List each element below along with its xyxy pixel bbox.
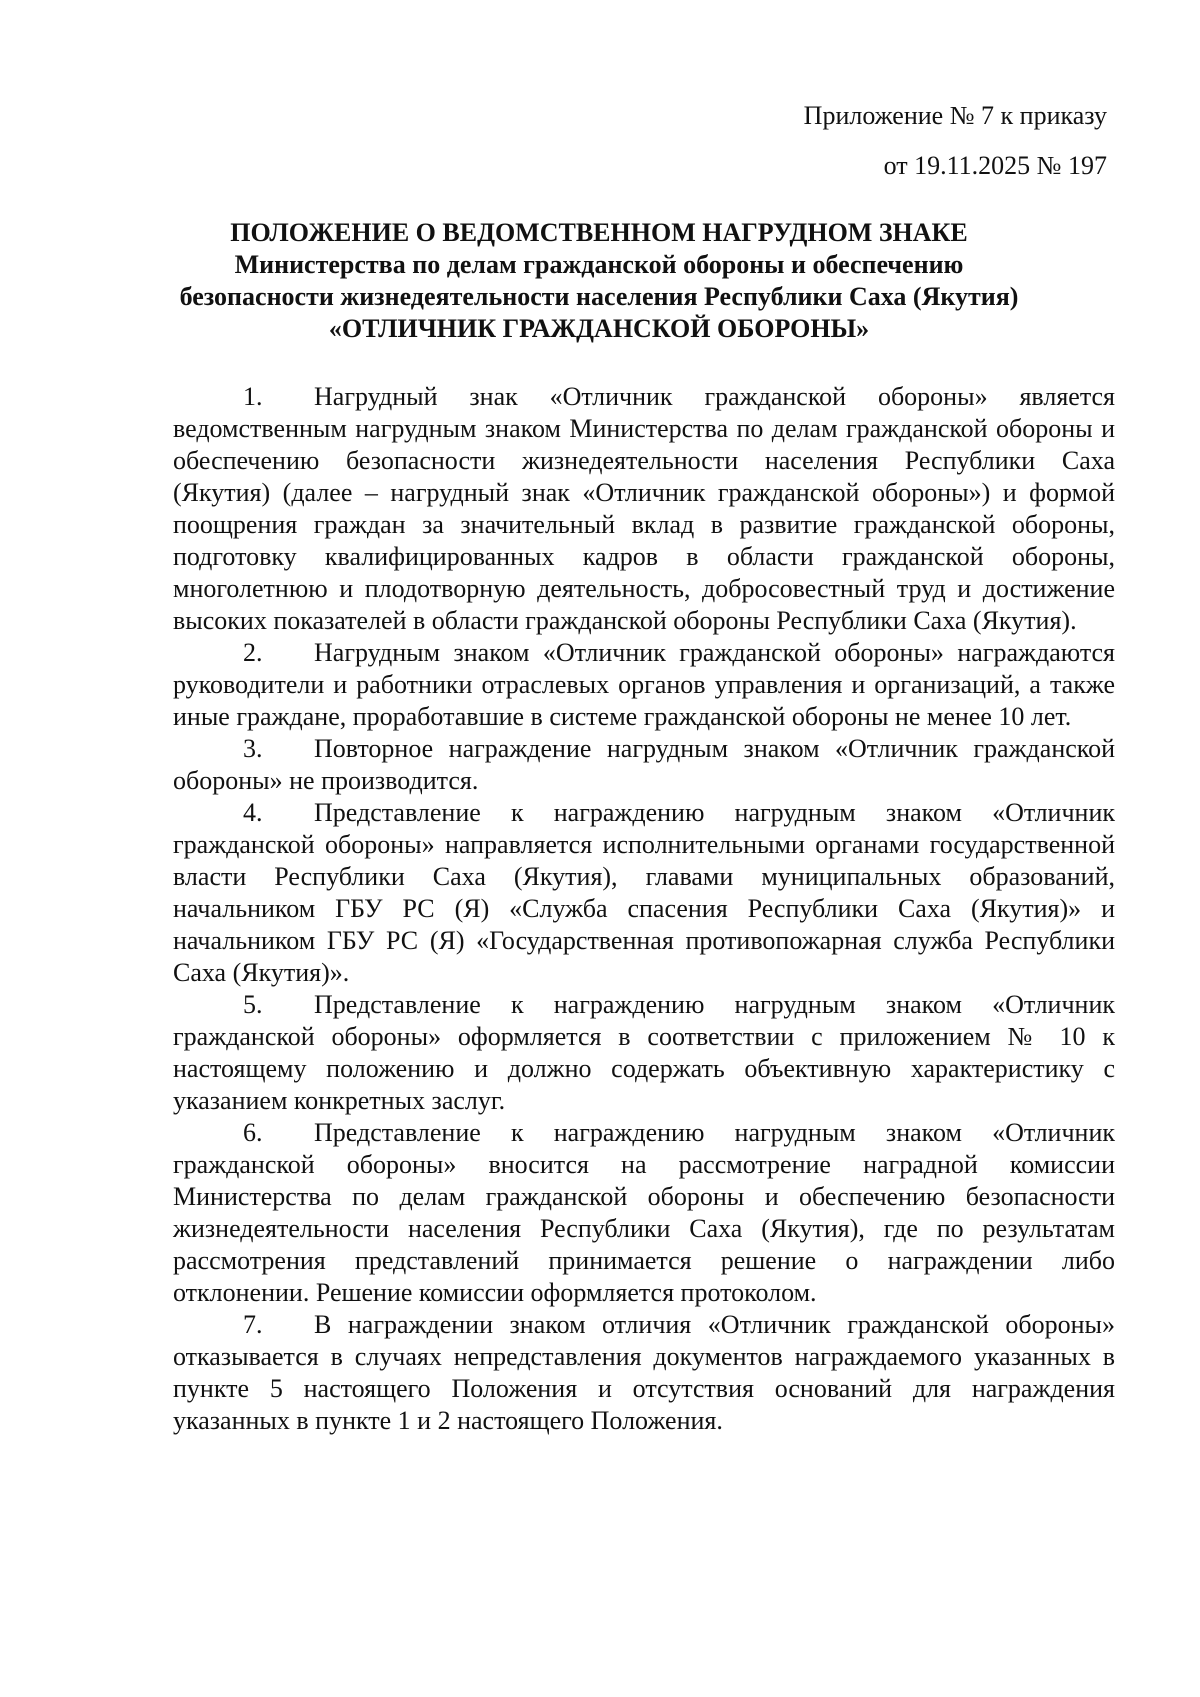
paragraph-2 xyxy=(173,637,1115,733)
paragraph-number: 2. xyxy=(243,638,263,667)
paragraph-number: 7. xyxy=(243,1310,263,1339)
paragraph-text: Представление к награждению нагрудным знаком «Отличник гражданской обороны» оформляется в соответствии с приложением № 10 к настоящему положению и должно содержать объективную характеристику с указанием конкретных заслуг. xyxy=(173,990,1115,1115)
paragraph-text: Нагрудный знак «Отличник гражданской обороны» является ведомственным нагрудным знаком Министерства по делам гражданской обороны и обеспечению безопасности жизнедеятельности населения Республики Саха (Якутия) (далее – нагрудный знак «Отличник гражданской обороны») и формой поощрения граждан за значительный вклад в развитие гражданской обороны, подготовку квалифицированных кадров в области гражданской обороны, многолетнюю и плодотворную деятельность, добросовестный труд и достижение высоких показателей в области гражданской обороны Республики Саха (Якутия). xyxy=(173,382,1115,635)
paragraph-1 xyxy=(173,381,1115,637)
order-date-number: от 19.11.2025 № 197 xyxy=(883,151,1107,180)
paragraph-text: Представление к награждению нагрудным знаком «Отличник гражданской обороны» вносится на рассмотрение наградной комиссии Министерства по делам гражданской обороны и обеспечению безопасности жизнедеятельности населения Республики Саха (Якутия), где по результатам рассмотрения представлений принимается решение о награждении либо отклонении. Решение комиссии оформляется протоколом. xyxy=(173,1118,1115,1307)
paragraph-number: 4. xyxy=(243,798,263,827)
paragraph-number: 1. xyxy=(243,382,263,411)
appendix-reference: Приложение № 7 к приказу xyxy=(803,101,1107,130)
paragraph-3 xyxy=(173,733,1115,797)
title-line-2: Министерства по делам гражданской обороны и обеспечению xyxy=(234,250,964,279)
paragraph-text: Нагрудным знаком «Отличник гражданской обороны» награждаются руководители и работники отраслевых органов управления и организаций, а также иные граждане, проработавшие в системе гражданской обороны не менее 10 лет. xyxy=(173,638,1115,731)
paragraph-7 xyxy=(173,1309,1115,1437)
paragraph-text: Повторное награждение нагрудным знаком «Отличник гражданской обороны» не производится. xyxy=(173,734,1115,795)
title-line-3: безопасности жизнедеятельности населения Республики Саха (Якутия) xyxy=(179,282,1019,311)
paragraph-4 xyxy=(173,797,1115,989)
title-line-1: ПОЛОЖЕНИЕ О ВЕДОМСТВЕННОМ НАГРУДНОМ ЗНАКЕ xyxy=(230,218,968,247)
paragraph-6 xyxy=(173,1117,1115,1309)
paragraph-text: Представление к награждению нагрудным знаком «Отличник гражданской обороны» направляется исполнительными органами государственной власти Республики Саха (Якутия), главами муниципальных образований, начальником ГБУ РС (Я) «Служба спасения Республики Саха (Якутия)» и начальником ГБУ РС (Я) «Государственная противопожарная служба Республики Саха (Якутия)». xyxy=(173,798,1115,987)
paragraph-5 xyxy=(173,989,1115,1117)
paragraph-text: В награждении знаком отличия «Отличник гражданской обороны» отказывается в случаях непредставления документов награждаемого указанных в пункте 5 настоящего Положения и отсутствия оснований для награждения указанных в пункте 1 и 2 настоящего Положения. xyxy=(173,1310,1115,1435)
document-title xyxy=(150,217,1048,345)
document-body xyxy=(173,381,1115,1437)
paragraph-number: 5. xyxy=(243,990,263,1019)
title-line-4: «ОТЛИЧНИК ГРАЖДАНСКОЙ ОБОРОНЫ» xyxy=(328,314,870,343)
paragraph-number: 6. xyxy=(243,1118,263,1147)
paragraph-number: 3. xyxy=(243,734,263,763)
